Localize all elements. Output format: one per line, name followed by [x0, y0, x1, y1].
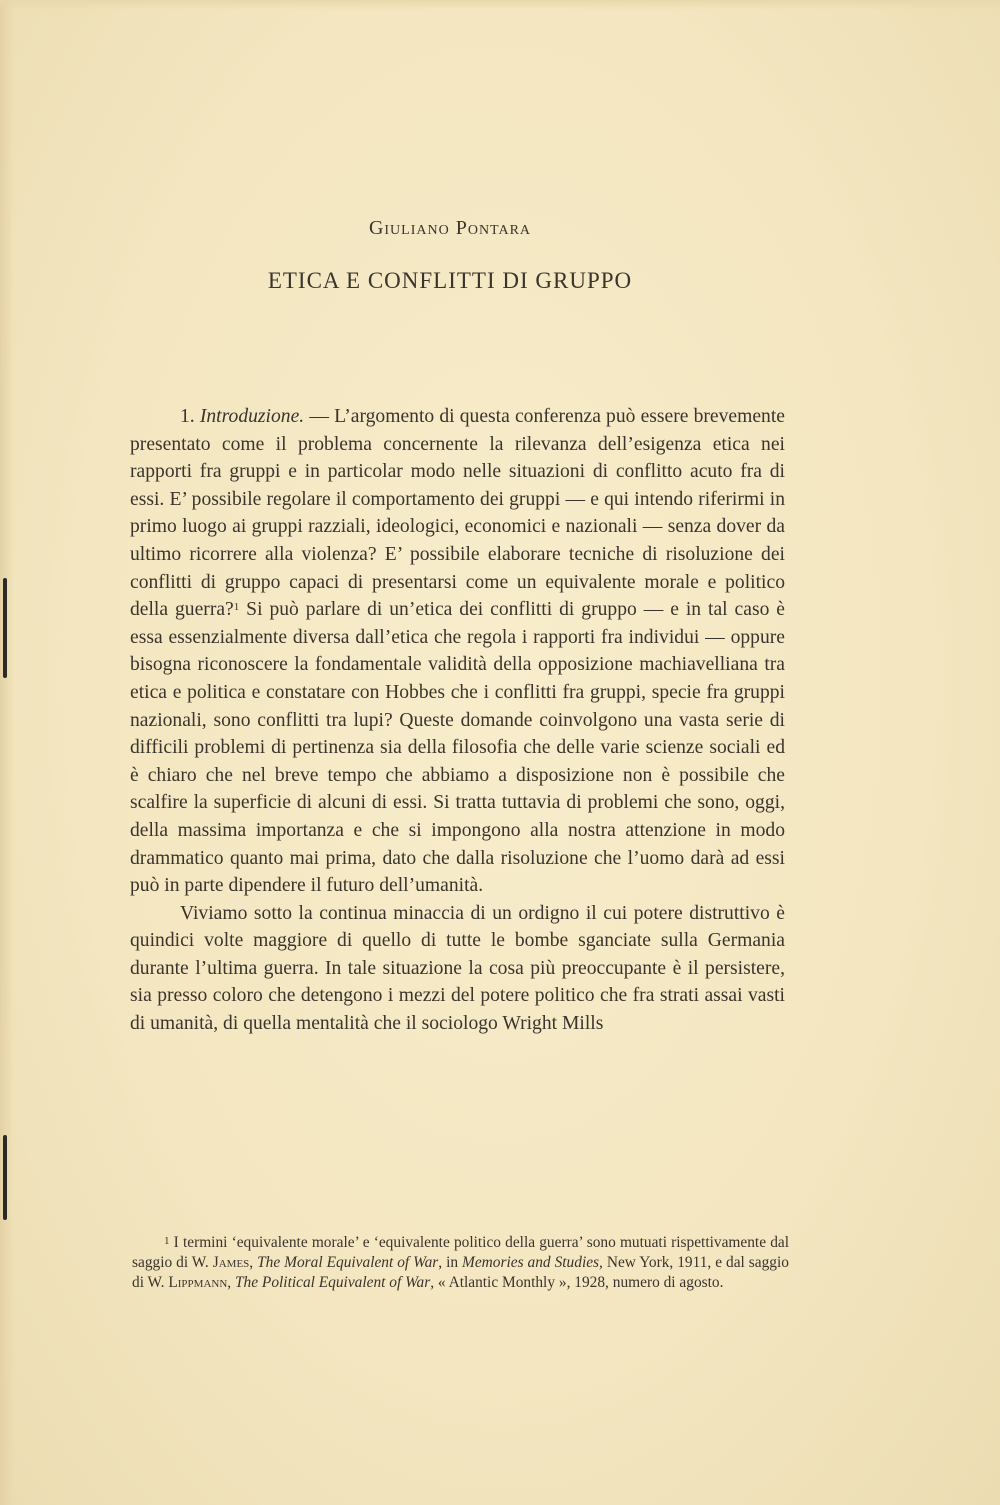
paragraph-text: Viviamo sotto la continua minaccia di un ordigno il cui potere distruttivo è quindici volte maggiore di quello di tutte le bombe sganciate sulla Germania durante l’ultima guerra. In tale situazione la cosa più preoccupante è il persistere, sia presso coloro che detengono i mezzi del potere politico che fra strati assai vasti di umanità, di quella mentalità che il sociologo Wright Mills — [130, 902, 785, 1035]
footnote-marker: 1 — [164, 1235, 170, 1247]
section-title: Introduzione. — [199, 406, 305, 427]
footnote-work-title: Memories and Studies — [462, 1254, 600, 1271]
footnote-fragment: , — [227, 1274, 235, 1291]
paragraph — [130, 403, 785, 900]
paragraph — [130, 900, 785, 1038]
author-name: Giuliano Pontara — [368, 217, 532, 239]
footnote-fragment: , — [249, 1254, 258, 1271]
binding-mark — [3, 1135, 7, 1220]
paragraph-text: — L’argomento di questa conferenza può essere brevemente presentato come il problema concernente la rilevanza dell’esigenza etica nei rapporti fra gruppi e in particolar modo nelle situazioni di conflitto acuto fra di essi. E’ possibile regolare il comportamento dei gruppi — e qui intendo riferirmi in primo luogo ai gruppi razziali, ideologici, economici e nazionali — senza dover da ultimo ricorrere alla violenza? E’ possibile elaborare tecniche di risoluzione dei conflitti di gruppo capaci di presentarsi come un equivalente morale e politico della guerra? — [130, 406, 785, 621]
footnote-reference: 1 — [233, 601, 240, 614]
paper-title: ETICA E CONFLITTI DI GRUPPO — [267, 268, 633, 293]
footnote-work-title: The Moral Equivalent of War — [257, 1254, 439, 1271]
footnote-work-title: The Political Equivalent of War — [234, 1274, 431, 1291]
footnote-text — [132, 1233, 789, 1293]
paragraph-text: Si può parlare di un’etica dei conflitti di gruppo — e in tal caso è essa essenzialmente diversa dall’etica che regola i rapporti fra individui — oppure bisogna riconoscere la fondamentale validità della opposizione machiavelliana tra etica e politica e constatare con Hobbes che i conflitti fra gruppi, specie fra gruppi nazionali, sono conflitti tra lupi? Queste domande coinvolgono una vasta serie di difficili problemi di pertinenza sia della filosofia che delle varie scienze sociali ed è chiaro che nel breve tempo che abbiamo a disposizione non è possibile che scalfire la superficie di alcuni di essi. Si tratta tuttavia di problemi che sono, oggi, della massima importanza e che si impongono alla nostra attenzione in modo drammatico quanto mai prima, dato che dalla risoluzione che l’uomo darà ad essi può in parte dipendere il futuro dell’umanità. — [130, 599, 785, 897]
footnote-fragment: , New York, 1911, e dal saggio di W. — [132, 1254, 789, 1291]
body-text — [130, 403, 785, 1038]
footnote-fragment: I termini ‘equivalente morale’ e ‘equivalente politico della guerra’ sono mutuati rispettivamente dal saggio di W. — [132, 1234, 789, 1271]
footnote-fragment: , in — [438, 1254, 463, 1271]
section-number: 1. — [180, 406, 195, 427]
footnote-author: Lippmann — [168, 1274, 228, 1291]
binding-mark — [3, 578, 7, 678]
footnote-author: James — [212, 1254, 250, 1271]
page-top-shadow — [0, 0, 1000, 10]
footnote-fragment: , « Atlantic Monthly », 1928, numero di agosto. — [430, 1274, 724, 1291]
footnote — [132, 1233, 789, 1293]
